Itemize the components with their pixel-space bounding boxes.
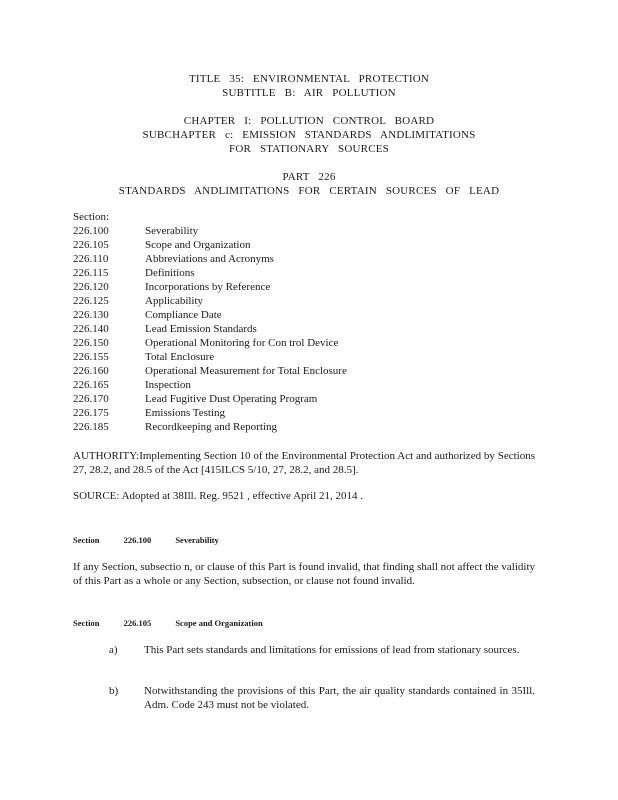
toc-row <box>73 224 347 238</box>
toc-row <box>73 252 347 266</box>
section-number: 226.100 <box>123 535 152 545</box>
toc-section-number: 226.130 <box>73 309 109 321</box>
toc-row <box>73 406 347 420</box>
toc-row <box>73 364 347 378</box>
toc-row <box>73 266 347 280</box>
toc-section-title: Emissions Testing <box>145 407 226 419</box>
toc-section-title: Incorporations by Reference <box>145 281 271 293</box>
toc-row <box>73 308 347 322</box>
toc-section-title: Recordkeeping and Reporting <box>145 421 277 433</box>
toc-section-title: Lead Emission Standards <box>145 323 257 335</box>
item-text: This Part sets standards and limitations for emissions of lead from stationary sources. <box>144 644 520 656</box>
toc-section-number: 226.125 <box>73 295 109 307</box>
part-number: PART 226 <box>282 171 336 183</box>
toc-row <box>73 336 347 350</box>
section-heading-226-105 <box>73 618 285 628</box>
toc-row <box>73 350 347 364</box>
chapter-line: CHAPTER I: POLLUTION CONTROL BOARD <box>183 115 435 127</box>
section-label: Section <box>73 618 100 628</box>
toc-section-title: Abbreviations and Acronyms <box>145 253 274 265</box>
toc-section-number: 226.185 <box>73 421 109 433</box>
section-heading-226-100 <box>73 535 241 545</box>
toc-row <box>73 392 347 406</box>
toc-row <box>73 238 347 252</box>
toc-section-title: Inspection <box>145 379 191 391</box>
toc-row <box>73 280 347 294</box>
source-paragraph: SOURCE: Adopted at 38Ill. Reg. 9521 , effective April 21, 2014 . <box>73 490 364 502</box>
toc-row <box>73 294 347 308</box>
section-label: Section <box>73 535 100 545</box>
toc-row <box>73 420 347 434</box>
toc-section-title: Severability <box>145 225 199 237</box>
section-number: 226.105 <box>123 618 152 628</box>
toc-section-number: 226.155 <box>73 351 109 363</box>
part-title: STANDARDS ANDLIMITATIONS FOR CERTAIN SOURCES OF LEAD <box>118 185 500 197</box>
toc-section-number: 226.115 <box>73 267 109 279</box>
toc-section-title: Lead Fugitive Dust Operating Program <box>145 393 318 405</box>
toc-section-title: Applicability <box>145 295 204 307</box>
toc-row <box>73 378 347 392</box>
toc-section-title: Operational Monitoring for Con trol Device <box>145 337 339 349</box>
toc-row <box>73 322 347 336</box>
scope-item-b <box>109 684 535 712</box>
toc-section-title: Definitions <box>145 267 195 279</box>
toc-section-number: 226.100 <box>73 225 109 237</box>
subchapter-line: SUBCHAPTER c: EMISSION STANDARDS ANDLIMITATIONS <box>142 129 476 141</box>
toc-section-number: 226.165 <box>73 379 109 391</box>
section-title: Scope and Organization <box>175 618 263 628</box>
section-title: Severability <box>175 535 219 545</box>
item-text: Notwithstanding the provisions of this Part, the air quality standards contained in 35Ill. Adm. Code 243 must not be violated. <box>144 685 535 711</box>
toc-section-number: 226.105 <box>73 239 109 251</box>
toc-section-number: 226.120 <box>73 281 109 293</box>
toc-list <box>73 224 347 434</box>
toc-section-number: 226.175 <box>73 407 109 419</box>
toc-section-title: Compliance Date <box>145 309 222 321</box>
toc-section-title: Scope and Organization <box>145 239 251 251</box>
toc-section-number: 226.140 <box>73 323 109 335</box>
severability-paragraph: If any Section, subsectio n, or clause of this Part is found invalid, that finding shall not affect the validity of this Part as a whole or any Section, subsection, or clause not found invalid. <box>73 561 535 587</box>
subtitle-line: SUBTITLE B: AIR POLLUTION <box>222 87 396 99</box>
subchapter-line-2: FOR STATIONARY SOURCES <box>229 143 389 155</box>
authority-paragraph: AUTHORITY:Implementing Section 10 of the Environmental Protection Act and authorized by Sections 27, 28.2, and 28.5 of the Act [415ILCS 5/10, 27, 28.2, and 28.5]. <box>73 450 535 476</box>
toc-section-number: 226.170 <box>73 393 109 405</box>
toc-section-number: 226.150 <box>73 337 109 349</box>
toc-section-title: Total Enclosure <box>145 351 215 363</box>
toc-section-number: 226.110 <box>73 253 109 265</box>
toc-section-title: Operational Measurement for Total Enclosure <box>145 365 347 377</box>
item-label: a) <box>109 644 118 656</box>
title-line: TITLE 35: ENVIRONMENTAL PROTECTION <box>188 73 430 85</box>
scope-item-a <box>109 643 535 657</box>
toc-section-number: 226.160 <box>73 365 109 377</box>
toc-heading: Section: <box>73 211 110 223</box>
item-label: b) <box>109 685 119 697</box>
table-of-contents <box>73 210 347 434</box>
